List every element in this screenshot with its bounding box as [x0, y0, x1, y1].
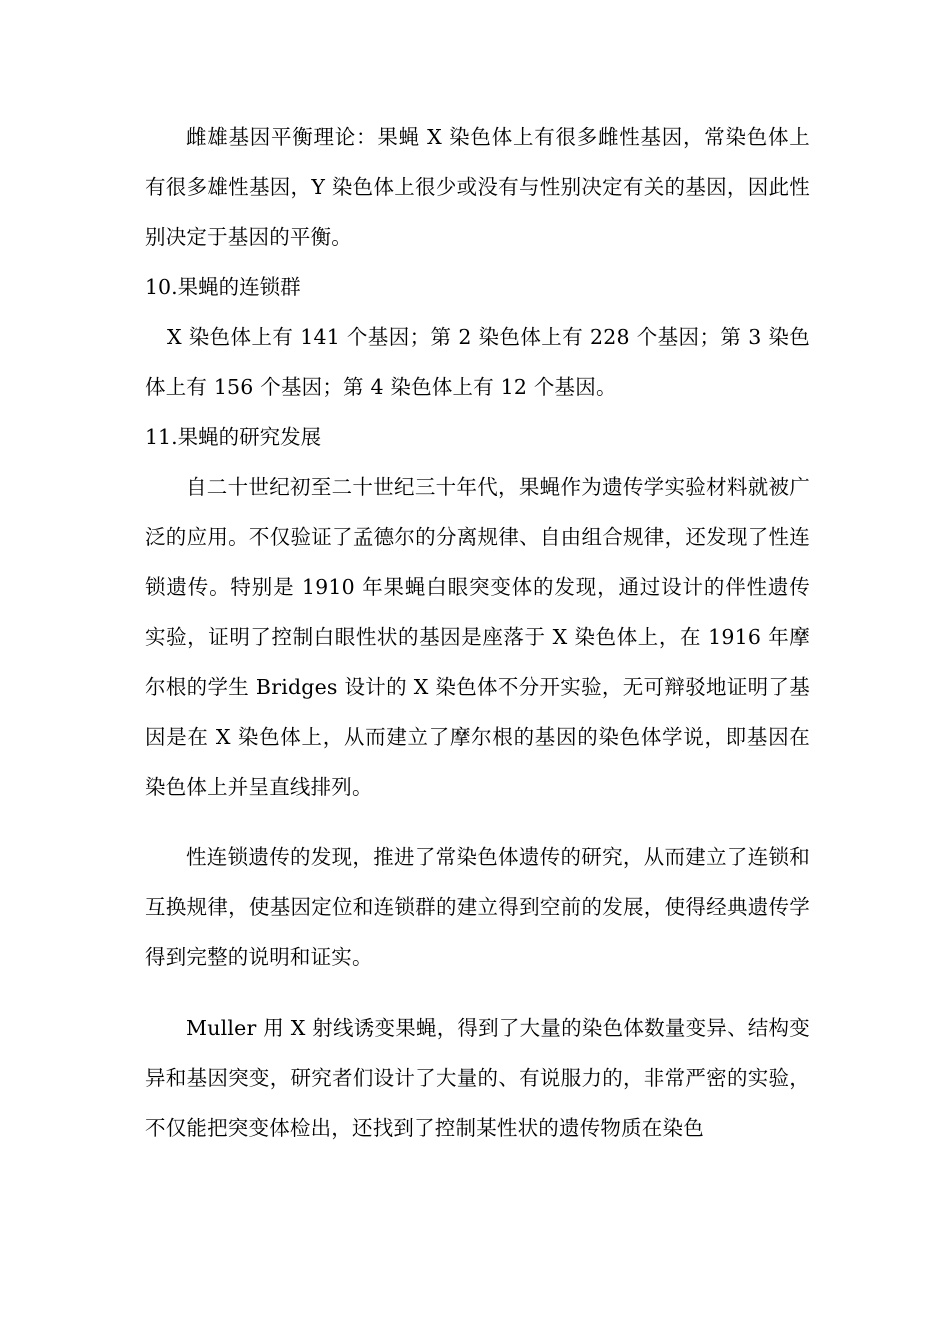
section-heading-10: 10.果蝇的连锁群 — [145, 275, 301, 299]
paragraph-muller: Muller 用 X 射线诱变果蝇，得到了大量的染色体数量变异、结构变异和基因突变，研究者们设计了大量的、有说服力的，非常严密的实验，不仅能把突变体检出，还找到了控制某性状的遗传物质在染色 — [145, 1016, 810, 1140]
paragraph-sex-balance-theory: 雌雄基因平衡理论：果蝇 X 染色体上有很多雌性基因，常染色体上有很多雄性基因，Y 染色体上很少或没有与性别决定有关的基因，因此性别决定于基因的平衡。 — [145, 125, 810, 249]
paragraph-research-history: 自二十世纪初至二十世纪三十年代，果蝇作为遗传学实验材料就被广泛的应用。不仅验证了孟德尔的分离规律、自由组合规律，还发现了性连锁遗传。特别是 1910 年果蝇白眼突变体的发现，通过设计的伴性遗传实验，证明了控制白眼性状的基因是座落于 X 染色体上，在 1916 年摩尔根的学生 Bridges 设计的 X 染色体不分开实验，无可辩驳地证明了基因是在 X 染色体上，从而建立了摩尔根的基因的染色体学说，即基因在染色体上并呈直线排列。 — [145, 475, 810, 799]
paragraph-linkage-groups: X 染色体上有 141 个基因；第 2 染色体上有 228 个基因；第 3 染色体上有 156 个基因；第 4 染色体上有 12 个基因。 — [145, 325, 810, 399]
paragraph-sex-linkage: 性连锁遗传的发现，推进了常染色体遗传的研究，从而建立了连锁和互换规律，使基因定位和连锁群的建立得到空前的发展，使得经典遗传学得到完整的说明和证实。 — [145, 845, 810, 969]
section-heading-11: 11.果蝇的研究发展 — [145, 425, 322, 449]
